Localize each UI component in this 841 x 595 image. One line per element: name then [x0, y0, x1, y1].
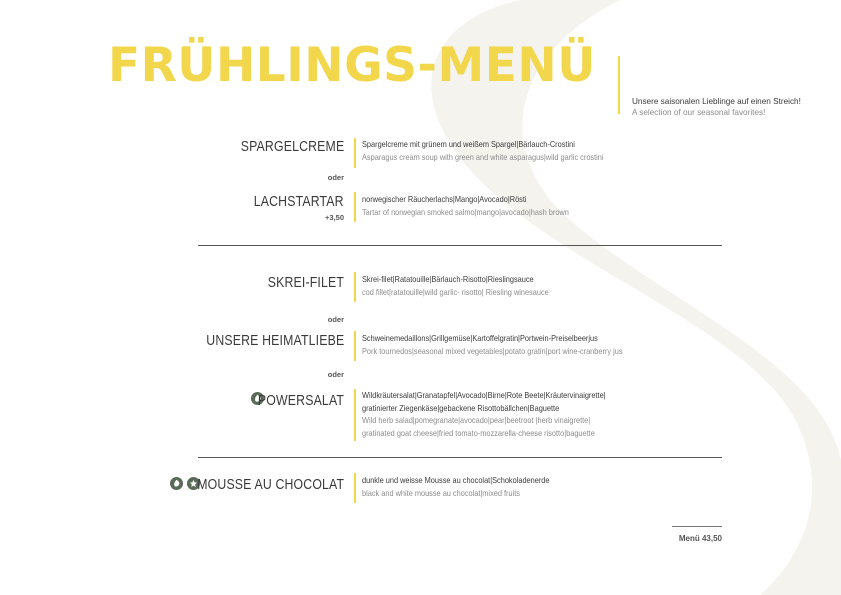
dish-description	[362, 274, 549, 299]
dish-name-spargelcreme: SPARGELCREME	[240, 138, 344, 155]
dish-divider	[354, 473, 356, 503]
description-en-line2: gratinated goat cheese|fried tomato-mozzarella-cheese risotto|baguette	[362, 428, 595, 438]
dish-description	[362, 475, 549, 500]
section-divider	[198, 457, 722, 458]
dish-name-powersalat: POWERSALAT	[257, 392, 344, 409]
description-de: Spargelcreme mit grünem und weißem Spargel|Bärlauch-Crostini	[362, 140, 575, 149]
description-en-line1: Wild herb salad|pomegranate|avocado|pear|beetroot |herb vinaigrette|	[362, 416, 591, 425]
description-de-line1: Wildkräutersalat|Granatapfel|Avocado|Birne|Rote Beete|Kräutervinaigrette|	[362, 391, 606, 400]
dish-description	[362, 390, 606, 440]
oder-label: oder	[327, 315, 344, 324]
dish-divider	[354, 389, 356, 441]
description-en: Pork tournedos|seasonal mixed vegetables|potato gratin|port wine-cranberry jus	[362, 346, 623, 356]
page-title: FRÜHLINGS-MENÜ	[108, 38, 596, 93]
dish-divider	[354, 272, 356, 302]
section-divider	[198, 245, 722, 246]
description-de: dunkle und weisse Mousse au chocolat|Schokoladenerde	[362, 476, 550, 485]
description-de: norwegischer Räucherlachs|Mango|Avocado|Rösti	[362, 195, 527, 204]
dish-name-lachstartar: LACHSTARTAR	[254, 193, 344, 210]
dish-name-mousse-au-chocolat: MOUSSE AU CHOCOLAT	[197, 476, 344, 493]
subtitle	[632, 96, 801, 118]
title-divider	[618, 56, 620, 114]
oder-label: oder	[327, 370, 344, 379]
dish-description	[362, 194, 569, 219]
dish-divider	[354, 192, 356, 222]
description-de: Skrei-filet|Ratatouille|Bärlauch-Risotto|Rieslingsauce	[362, 275, 534, 284]
subtitle-en: A selection of our seasonal favorites!	[632, 108, 766, 117]
description-en: black and white mousse au chocolat|mixed fruits	[362, 488, 520, 498]
oder-label: oder	[327, 173, 344, 182]
total-divider	[672, 526, 722, 527]
description-de: Schweinemedaillons|Grillgemüse|Kartoffelgratin|Portwein-Preiselbeerjus	[362, 334, 598, 343]
description-de-line2: gratinierter Ziegenkäse|gebackene Risottobällchen|Baguette	[362, 403, 560, 413]
subtitle-de: Unsere saisonalen Lieblinge auf einen Streich!	[632, 97, 801, 106]
surcharge-price: +3,50	[325, 213, 344, 222]
menu-price: Menü 43,50	[678, 534, 722, 543]
description-en: Tartar of norwegian smoked salmo|mango|avocado|hash brown	[362, 207, 569, 217]
description-en: Asparagus cream soup with green and white asparagus|wild garlic crostini	[362, 152, 604, 162]
dish-divider	[354, 138, 356, 168]
dish-description	[362, 139, 604, 164]
dish-description	[362, 333, 623, 358]
dish-name-skrei-filet: SKREI-FILET	[267, 274, 344, 291]
dish-name-unsere-heimatliebe: UNSERE HEIMATLIEBE	[205, 332, 344, 349]
dish-divider	[354, 331, 356, 361]
vegetarian-icon	[170, 477, 183, 490]
description-en: cod fillet|ratatouille|wild garlic- risotto| Riesling winesauce	[362, 287, 549, 297]
